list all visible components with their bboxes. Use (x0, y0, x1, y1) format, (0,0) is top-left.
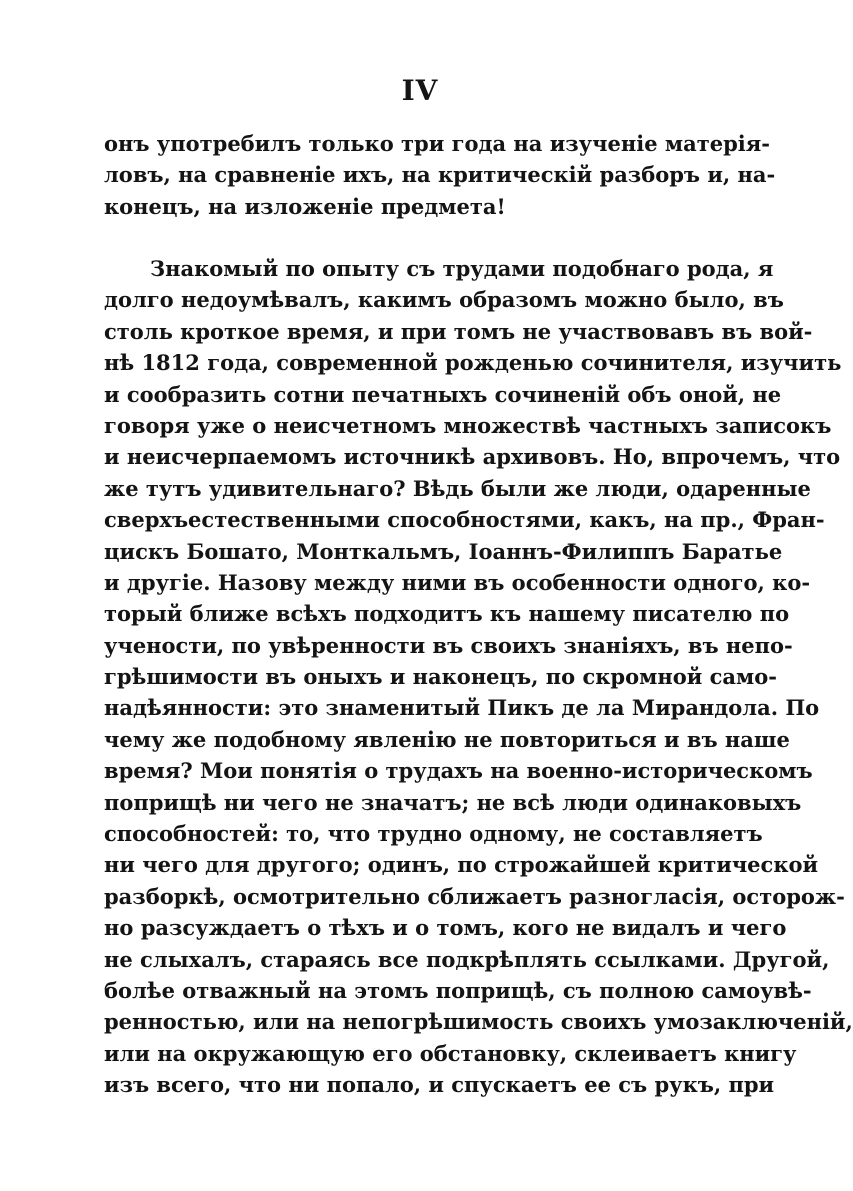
text-line: онъ употребилъ только три года на изученіе матерія- (104, 131, 770, 156)
text-line: грѣшимости въ оныхъ и наконецъ, по скромной само- (104, 664, 777, 690)
text-line: но разсуждаетъ о тѣхъ и о томъ, кого не видалъ и чего (104, 915, 787, 941)
text-line: ни чего для другого; одинъ, по строжайшей критической (104, 852, 819, 878)
text-line: или на окружающую его обстановку, склеиваетъ книгу (104, 1040, 797, 1066)
text-line: Знакомый по опыту съ трудами подобнаго рода, я (150, 256, 774, 281)
text-line: надѣянности: это знаменитый Пикъ де ла Мирандола. По (104, 695, 820, 721)
text-line: не слыхалъ, стараясь все подкрѣплять ссылками. Другой, (104, 946, 830, 972)
text-line: и другіе. Назову между ними въ особенности одного, ко- (104, 569, 811, 595)
text-line: торый ближе всѣхъ подходитъ къ нашему писателю по (104, 601, 790, 627)
paragraph-1 (104, 128, 776, 222)
text-line: и сообразить сотни печатныхъ сочиненій объ оной, не (104, 381, 782, 407)
text-line: учености, по увѣренности въ своихъ знаніяхъ, въ непо- (104, 632, 793, 658)
text-line: же тутъ удивительнаго? Вѣдь были же люди, одаренные (104, 475, 811, 501)
text-line: сверхъестественными способностями, какъ, на пр., Фран- (104, 507, 825, 533)
text-line: говоря уже о неисчетномъ множествѣ частныхъ записокъ (104, 412, 832, 438)
page-number: IV (401, 74, 439, 107)
text-line: болѣе отважный на этомъ поприщѣ, съ полною самоувѣ- (104, 977, 812, 1003)
text-line: ловъ, на сравненіе ихъ, на критическій разборъ и, на- (104, 162, 776, 188)
text-line: и неисчерпаемомъ источникѣ архивовъ. Но, впрочемъ, что (104, 444, 841, 470)
text-line: способностей: то, что трудно одному, не составляетъ (104, 821, 763, 847)
text-line: время? Мои понятія о трудахъ на военно-историческомъ (104, 758, 813, 784)
text-line: долго недоумѣвалъ, какимъ образомъ можно было, въ (104, 287, 784, 313)
text-line: цискъ Бошато, Монткальмъ, Іоаннъ-Филиппъ Баратье (104, 538, 783, 564)
text-line: изъ всего, что ни попало, и спускаетъ ее съ рукъ, при (104, 1072, 775, 1098)
text-line: поприщѣ ни чего не значатъ; не всѣ люди одинаковыхъ (104, 789, 802, 815)
text-line: ренностью, или на непогрѣшимость своихъ умозаключеній, (104, 1009, 853, 1035)
text-line: столь кроткое время, и при томъ не участвовавъ въ вой- (104, 318, 813, 344)
text-line: конецъ, на изложеніе предмета! (104, 193, 506, 219)
text-line: нѣ 1812 года, современной рожденью сочинителя, изучить (104, 350, 842, 376)
paragraph-2 (104, 253, 853, 1101)
text-line: чему же подобному явленію не повториться и въ наше (104, 726, 790, 752)
text-line: разборкѣ, осмотрительно сближаетъ разногласія, осторож- (104, 883, 845, 909)
